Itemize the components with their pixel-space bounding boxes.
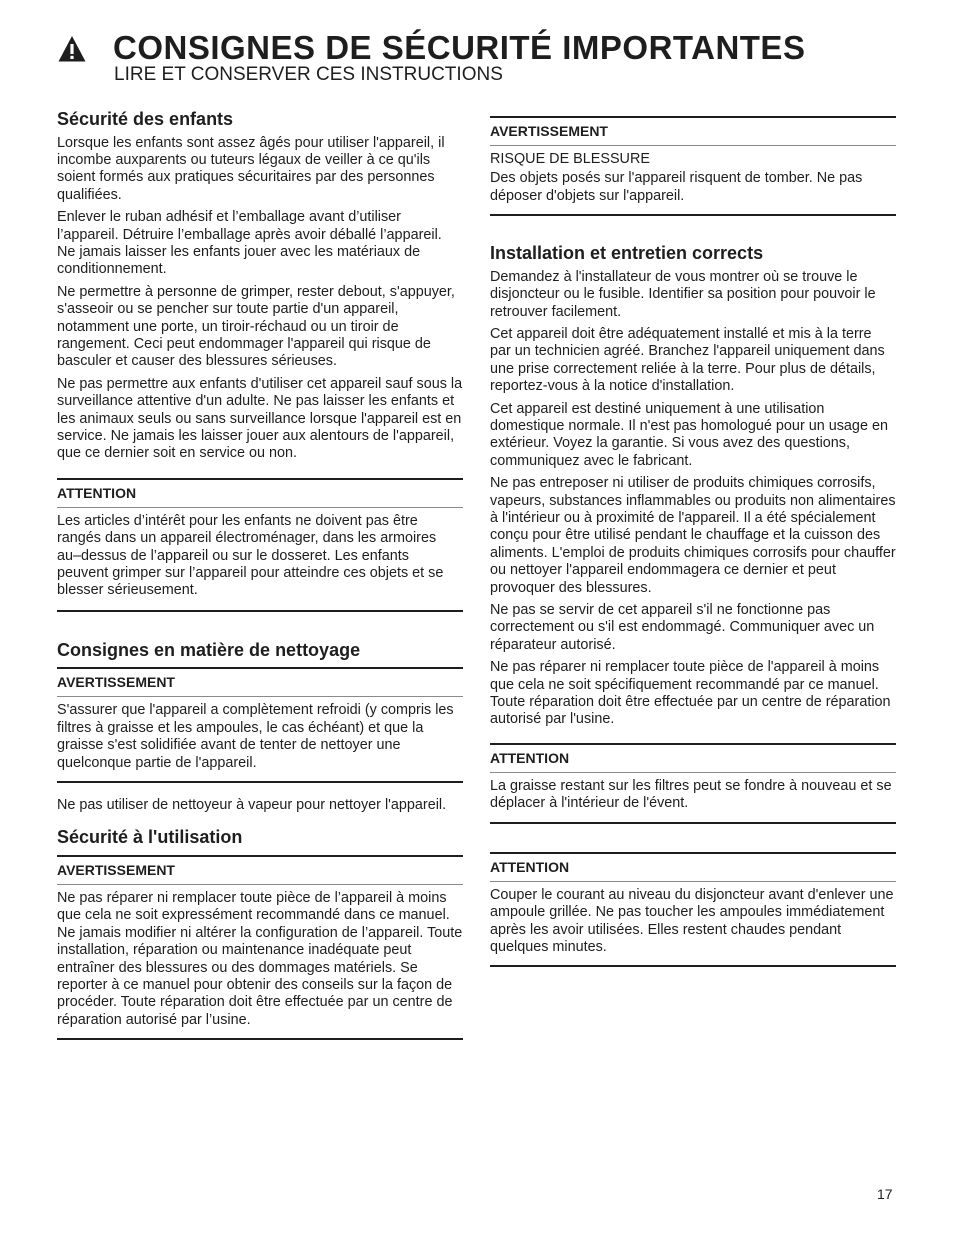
warning-triangle-icon (57, 34, 87, 64)
box-body (57, 885, 463, 1038)
paragraph: Demandez à l'installateur de vous montrer où se trouve le disjoncteur ou le fusible. Identifier sa position pour pouvoir le retrouver facilement. (490, 268, 876, 320)
paragraph: Des objets posés sur l'appareil risquent de tomber. Ne pas déposer d'objets sur l'appareil. (490, 170, 863, 204)
section-usage-safety (57, 826, 463, 1040)
section-installation (490, 242, 896, 729)
paragraph: La graisse restant sur les filtres peut se fondre à nouveau et se déplacer à l'intérieur de l'évent. (490, 777, 892, 812)
box-body (57, 508, 463, 610)
section-heading: Sécurité des enfants (57, 109, 234, 129)
box-body (57, 697, 463, 781)
box-label: ATTENTION (57, 480, 463, 508)
section-heading: Consignes en matière de nettoyage (57, 639, 361, 660)
paragraph: Lorsque les enfants sont assez âgés pour utiliser l'appareil, il incombe auxparents ou tuteurs légaux de veiller à ce qu'ils soient formés aux pratiques sécuritaires par des personnes qualifiées. (57, 134, 445, 203)
box-body (490, 146, 896, 214)
box-body (490, 773, 896, 822)
paragraph: Ne permettre à personne de grimper, rester debout, s'appuyer, s'asseoir ou se pencher sur toute partie d'un appareil, notamment une porte, un tiroir-réchaud ou un tiroir de rangement. Ceci peut endommager l'appareil qui risque de basculer et causer des blessures sérieuses. (57, 283, 455, 370)
paragraph: Ne pas utiliser de nettoyeur à vapeur pour nettoyer l'appareil. (57, 796, 447, 813)
paragraph: RISQUE DE BLESSURE (490, 151, 650, 167)
box-label: AVERTISSEMENT (57, 669, 463, 697)
paragraph: Ne pas réparer ni remplacer toute pièce de l'appareil à moins que cela ne soit spécifiquement recommandé par ce manuel. Toute réparation doit être effectuée par un centre de réparation autorisé par l'usine. (490, 659, 891, 728)
paragraph: Cet appareil doit être adéquatement installé et mis à la terre par un technicien agréé. Branchez l'appareil uniquement dans une prise correctement reliée à la terre. Pour plus de détails, reportez-vous à la notice d'installation. (490, 325, 885, 395)
left-column (57, 108, 463, 1040)
right-column (490, 116, 896, 967)
box-label: ATTENTION (490, 854, 896, 882)
paragraph: Les articles d’intérêt pour les enfants ne doivent pas être rangés dans un appareil électroménager, dans les armoires au–dessus de l’appareil ou sur le dosseret. Les enfants peuvent grimper sur l’appareil pour atteindre ces objets et se blesser sérieusement. (57, 512, 444, 599)
attention-box (490, 743, 896, 824)
title-row (57, 30, 907, 64)
page-header (57, 30, 907, 86)
paragraph: Enlever le ruban adhésif et l’emballage avant d’utiliser l’appareil. Détruire l’emballage après avoir déballé l’appareil. Ne jamais laisser les enfants jouer avec les matériaux de conditionnement. (57, 209, 442, 278)
section-heading: Installation et entretien corrects (490, 243, 764, 264)
page-number: 17 (877, 1186, 893, 1202)
section-heading: Sécurité à l'utilisation (57, 827, 243, 848)
paragraph: Ne pas permettre aux enfants d'utiliser cet appareil sauf sous la surveillance attentive d'un adulte. Ne pas laisser les enfants et les animaux seuls ou sans surveillance lorsque l'appareil est en service. Ne jamais les laisser jouer aux alentours de l'appareil, que ce dernier soit en service ou non. (57, 375, 463, 462)
section-cleaning (57, 639, 463, 815)
paragraph: Cet appareil est destiné uniquement à une utilisation domestique normale. Il n'est pas homologué pour un usage en extérieur. Voyez la garantie. Si vous avez des questions, communiquez avec le fabricant. (490, 400, 888, 469)
warning-box (57, 855, 463, 1040)
paragraph: S'assurer que l'appareil a complètement refroidi (y compris les filtres à graisse et les ampoules, le cas échéant) et que la graisse s'est solidifiée avant de tenter de nettoyer une quelconque partie de l'appareil. (57, 702, 454, 771)
attention-box (490, 852, 896, 968)
box-body (490, 882, 896, 966)
paragraph: Couper le courant au niveau du disjoncteur avant d'enlever une ampoule grillée. Ne pas toucher les ampoules immédiatement après les avoir utilisées. Elles restent chaudes pendant quelques minutes. (490, 886, 894, 955)
box-label: AVERTISSEMENT (57, 857, 463, 885)
section-child-safety (57, 108, 463, 463)
page-title: CONSIGNES DE SÉCURITÉ IMPORTANTES (113, 28, 806, 66)
warning-box (57, 667, 463, 783)
attention-box (57, 478, 463, 612)
paragraph: Ne pas entreposer ni utiliser de produits chimiques corrosifs, vapeurs, substances inflammables ou produits non alimentaires à l'intérieur ou à proximité de l'appareil. Il a été spécialement conçu pour être utilisé pendant le chauffage et la cuisson des aliments. L'emploi de produits chimiques corrosifs pour chauffer ou nettoyer l'appareil endommagera ce dernier et peut provoquer des blessures. (490, 475, 896, 596)
paragraph: Ne pas se servir de cet appareil s'il ne fonctionne pas correctement ou s'il est endommagé. Communiquer avec un réparateur autorisé. (490, 602, 875, 653)
paragraph: Ne pas réparer ni remplacer toute pièce de l’appareil à moins que cela ne soit expressément recommandé dans ce manuel. Ne jamais modifier ni altérer la configuration de l’appareil. Toute installation, réparation ou maintenance inadéquate peut entraîner des blessures ou des dommages matériels. Se reporter à ce manuel pour obtenir des conseils sur la façon de procéder. Toute réparation doit être effectuée par un centre de réparation autorisé par l’usine. (57, 889, 463, 1028)
warning-box (490, 116, 896, 216)
page-subtitle: LIRE ET CONSERVER CES INSTRUCTIONS (114, 64, 503, 85)
box-label: AVERTISSEMENT (490, 118, 896, 146)
box-label: ATTENTION (490, 745, 896, 773)
